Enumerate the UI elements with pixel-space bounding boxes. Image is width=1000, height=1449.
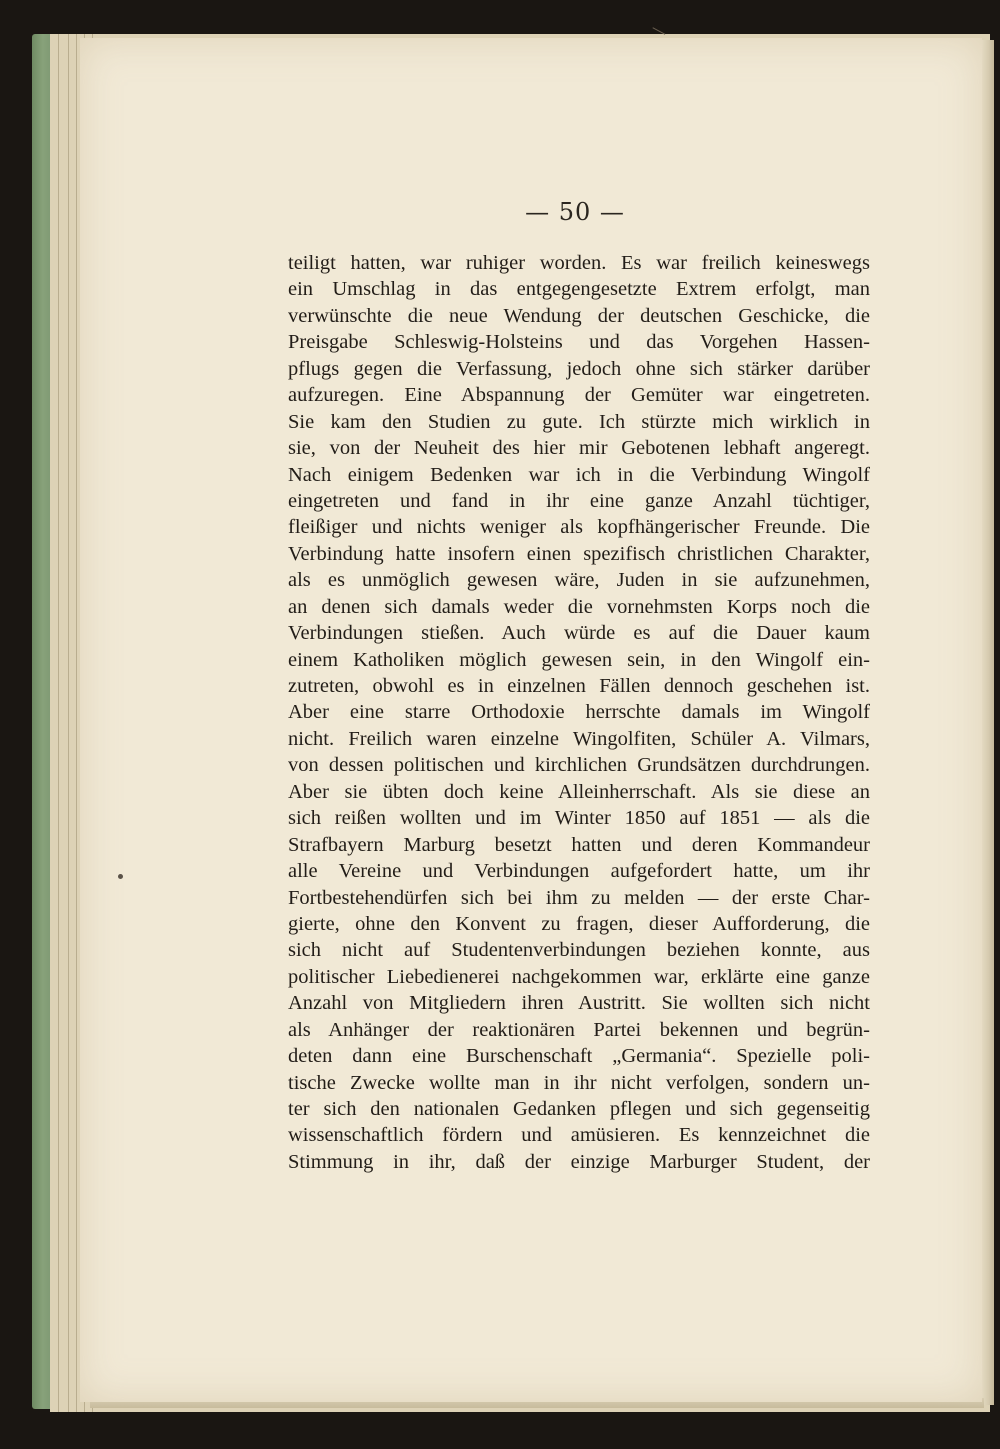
text-line: fleißiger und nichts weniger als kopfhängerischer Freunde. Die xyxy=(288,516,870,539)
body-text xyxy=(288,250,870,1175)
text-line: teiligt hatten, war ruhiger worden. Es war freilich keineswegs xyxy=(288,252,870,274)
text-line: Stimmung in ihr, daß der einzige Marburger Student, der xyxy=(288,1150,870,1173)
text-line: zutreten, obwohl es in einzelnen Fällen dennoch geschehen ist. xyxy=(288,675,870,697)
text-line: als es unmöglich gewesen wäre, Juden in sie aufzunehmen, xyxy=(288,569,870,592)
text-line: ein Umschlag in das entgegengesetzte Extrem erfolgt, man xyxy=(288,278,870,301)
text-line: tische Zwecke wollte man in ihr nicht verfolgen, sondern un- xyxy=(288,1071,870,1094)
text-line: nicht. Freilich waren einzelne Wingolfiten, Schüler A. Vilmars, xyxy=(288,727,870,750)
text-line: Nach einigem Bedenken war ich in die Verbindung Wingolf xyxy=(288,463,870,486)
text-line: verwünschte die neue Wendung der deutschen Geschicke, die xyxy=(288,304,870,327)
text-line: Verbindungen stießen. Auch würde es auf die Dauer kaum xyxy=(288,622,870,645)
margin-mark xyxy=(118,874,123,879)
text-line: wissenschaftlich fördern und amüsieren. Es kennzeichnet die xyxy=(288,1124,870,1147)
page-fore-edge xyxy=(980,40,994,1405)
text-line: von dessen politischen und kirchlichen Grundsätzen durchdrungen. xyxy=(288,754,870,777)
text-line: Verbindung hatte insofern einen spezifisch christlichen Charakter, xyxy=(288,542,870,565)
text-line: pflugs gegen die Verfassung, jedoch ohne sich stärker darüber xyxy=(288,357,870,380)
text-line: sich reißen wollten und im Winter 1850 auf 1851 — als die xyxy=(288,807,870,830)
text-line: ter sich den nationalen Gedanken pflegen und sich gegenseitig xyxy=(288,1098,870,1120)
text-line: Strafbayern Marburg besetzt hatten und deren Kommandeur xyxy=(288,833,870,856)
text-line: Fortbestehendürfen sich bei ihm zu melden — der erste Char- xyxy=(288,886,870,909)
text-line: Aber sie übten doch keine Alleinherrschaft. Als sie diese an xyxy=(288,780,870,803)
text-line: alle Vereine und Verbindungen aufgefordert hatte, um ihr xyxy=(288,860,870,883)
text-line: sie, von der Neuheit des hier mir Gebotenen lebhaft angeregt. xyxy=(288,437,870,460)
text-line: einem Katholiken möglich gewesen sein, in den Wingolf ein- xyxy=(288,648,870,671)
text-line: deten dann eine Burschenschaft „Germania“. Spezielle poli- xyxy=(288,1045,870,1068)
text-line: Sie kam den Studien zu gute. Ich stürzte mich wirklich in xyxy=(288,410,870,433)
text-line: aufzuregen. Eine Abspannung der Gemüter war eingetreten. xyxy=(288,384,870,407)
text-line: Aber eine starre Orthodoxie herrschte damals im Wingolf xyxy=(288,701,870,724)
text-line: gierte, ohne den Konvent zu fragen, dieser Aufforderung, die xyxy=(288,912,870,935)
text-line: Preisgabe Schleswig-Holsteins und das Vorgehen Hassen- xyxy=(288,331,870,354)
text-line: als Anhänger der reaktionären Partei bekennen und begrün- xyxy=(288,1018,870,1041)
text-line: sich nicht auf Studentenverbindungen beziehen konnte, aus xyxy=(288,939,870,962)
text-line: an denen sich damals weder die vornehmsten Korps noch die xyxy=(288,595,870,618)
text-line: Anzahl von Mitgliedern ihren Austritt. Sie wollten sich nicht xyxy=(288,992,870,1015)
text-line: politischer Liebedienerei nachgekommen war, erklärte eine ganze xyxy=(288,965,870,988)
page-number: — 50 — xyxy=(525,198,625,226)
text-line: eingetreten und fand in ihr eine ganze Anzahl tüchtiger, xyxy=(288,489,870,512)
